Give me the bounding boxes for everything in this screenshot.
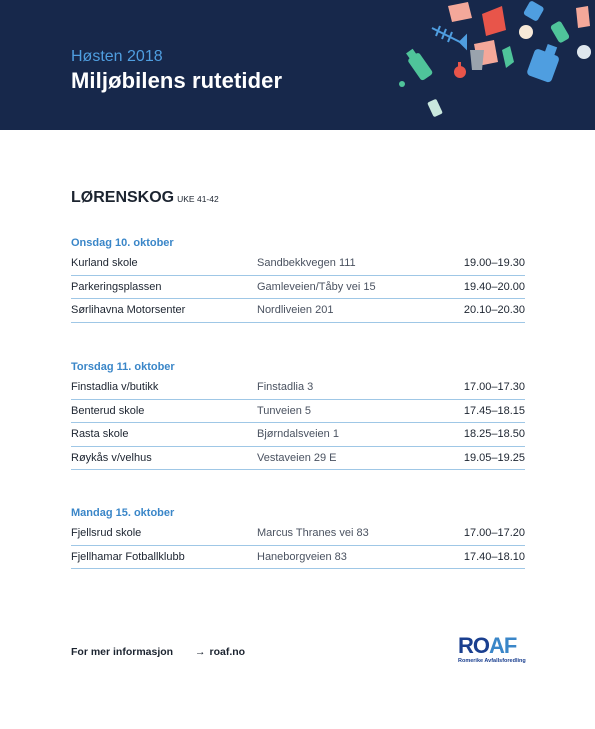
stop-time: 19.00–19.30 (463, 257, 525, 269)
paper-icon (576, 6, 590, 28)
stop-name: Rasta skole (71, 428, 129, 440)
roaf-logo (458, 635, 528, 664)
stop-time: 17.00–17.20 (463, 527, 525, 539)
stop-name: Parkeringsplassen (71, 280, 162, 293)
stop-name: Fjellsrud skole (71, 527, 142, 539)
shirt-icon (502, 46, 514, 68)
green-bottle-icon (550, 20, 570, 43)
day-title: Mandag 15. oktober (71, 507, 175, 519)
footer-info-label: For mer informasjon (71, 646, 174, 658)
region-weeks: UKE 41-42 (177, 194, 219, 204)
cap-icon (399, 81, 405, 87)
logo-wordmark (458, 635, 528, 657)
stop-name: Sørlihavna Motorsenter (71, 304, 186, 316)
stop-row (71, 376, 525, 400)
stop-address: Gamleveien/Tåby vei 15 (257, 280, 376, 293)
stop-address: Bjørndalsveien 1 (257, 428, 339, 440)
page-title: Miljøbilens rutetider (71, 68, 283, 93)
logo-ro: RO (458, 633, 489, 658)
stop-name: Kurland skole (71, 257, 138, 269)
day-section (71, 235, 525, 323)
carton-icon (482, 6, 506, 36)
day-section (71, 359, 525, 470)
can-shape-icon (448, 2, 472, 22)
bottle-icon (404, 47, 434, 81)
stop-time: 17.00–17.30 (463, 381, 525, 393)
cup-icon (470, 50, 484, 70)
stop-address: Sandbekkvegen 111 (257, 257, 356, 269)
stop-time: 17.40–18.10 (463, 550, 525, 563)
stop-address: Vestaveien 29 E (257, 451, 337, 464)
stop-row (71, 447, 525, 471)
stop-row (71, 546, 525, 570)
stop-name: Røykås v/velhus (71, 451, 152, 464)
logo-af: AF (489, 633, 517, 658)
stop-time: 20.10–20.30 (463, 304, 525, 316)
arrow-right-icon: → (195, 646, 206, 658)
stop-address: Tunveien 5 (257, 404, 312, 417)
bulb-icon (577, 45, 591, 59)
jerrycan-icon (526, 41, 563, 84)
stop-row (71, 423, 525, 447)
battery-icon (427, 99, 443, 118)
waste-items-illustration (390, 0, 595, 130)
stop-time: 19.05–19.25 (463, 451, 525, 464)
stop-name: Fjellhamar Fotballklubb (71, 550, 185, 563)
apple-core-icon (454, 62, 466, 78)
stop-address: Marcus Thranes vei 83 (257, 527, 369, 539)
paper-cup-icon (519, 25, 533, 39)
day-title: Onsdag 10. oktober (71, 237, 174, 249)
stop-address: Finstadlia 3 (257, 381, 314, 393)
header-banner (0, 0, 595, 130)
region-name: LØRENSKOG (71, 189, 175, 206)
stop-row (71, 252, 525, 276)
stop-name: Finstadlia v/butikk (71, 381, 159, 393)
stop-row (71, 522, 525, 546)
stop-row (71, 299, 525, 323)
fish-bone-icon (432, 26, 466, 48)
stop-row (71, 276, 525, 300)
website-link-text: roaf.no (209, 646, 246, 658)
spray-bottle-icon (523, 0, 545, 22)
stop-time: 19.40–20.00 (463, 280, 525, 293)
stop-address: Nordliveien 201 (257, 304, 334, 316)
stop-time: 17.45–18.15 (463, 404, 525, 417)
stop-name: Benterud skole (71, 404, 145, 417)
day-section (71, 505, 525, 569)
stop-address: Haneborgveien 83 (257, 550, 347, 563)
region-heading (71, 189, 219, 207)
website-link[interactable] (195, 646, 245, 658)
stop-time: 18.25–18.50 (463, 428, 525, 440)
day-title: Torsdag 11. oktober (71, 361, 175, 373)
stop-row (71, 400, 525, 424)
logo-subtitle: Romerike Avfallsforedling (458, 658, 526, 664)
season-label: Høsten 2018 (71, 48, 163, 65)
